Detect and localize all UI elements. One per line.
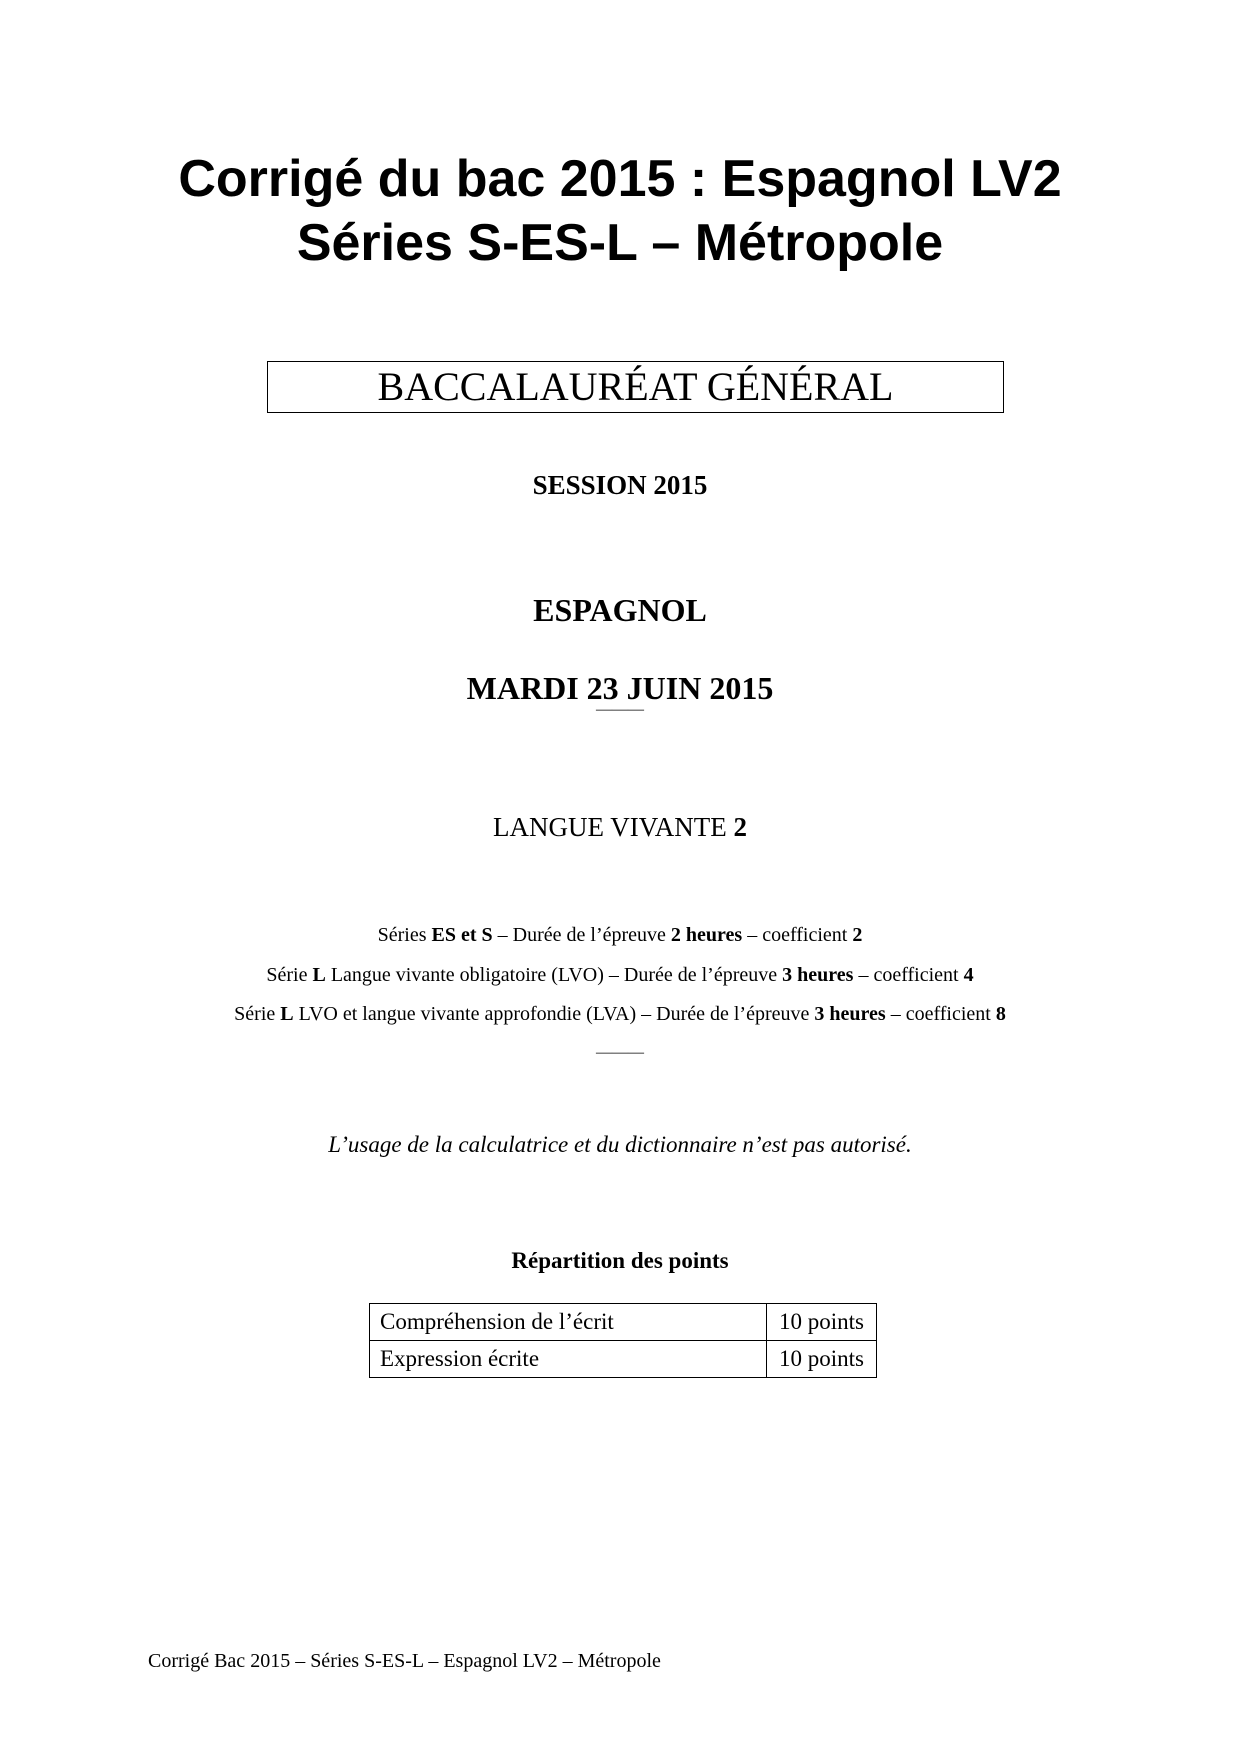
- bac-label-box: BACCALAURÉAT GÉNÉRAL: [267, 361, 1004, 413]
- language-level: [0, 810, 1240, 844]
- series-text: – coefficient: [885, 1003, 996, 1025]
- separator-line-2: ———: [596, 1044, 644, 1061]
- series-coefficient: 8: [995, 1003, 1006, 1025]
- points-label: Expression écrite: [370, 1341, 767, 1378]
- separator-line: ———: [596, 701, 644, 718]
- points-table: [369, 1303, 877, 1378]
- series-text: – coefficient: [853, 964, 964, 986]
- table-row: [370, 1341, 877, 1378]
- page-footer: Corrigé Bac 2015 – Séries S-ES-L – Espagnol LV2 – Métropole: [148, 1650, 661, 1672]
- exam-date: MARDI 23 JUIN 2015: [466, 670, 774, 706]
- points-label: Compréhension de l’écrit: [370, 1304, 767, 1341]
- series-bold: L: [280, 1003, 294, 1025]
- series-text: Série: [266, 964, 313, 986]
- points-title: Répartition des points: [511, 1248, 729, 1273]
- series-text: Langue vivante obligatoire (LVO) – Durée de l’épreuve: [325, 964, 783, 986]
- series-text: Série: [234, 1003, 281, 1025]
- series-line-es-s: [0, 922, 1240, 948]
- series-text: – coefficient: [742, 924, 853, 946]
- series-line-l-lvo: [0, 962, 1240, 988]
- series-coefficient: 4: [963, 964, 974, 986]
- title-line-1: Corrigé du bac 2015 : Espagnol LV2: [178, 150, 1062, 208]
- series-duration: 3 heures: [782, 964, 854, 986]
- language-level-number: 2: [733, 812, 747, 842]
- session-label: SESSION 2015: [532, 470, 708, 500]
- title-line-2: Séries S-ES-L – Métropole: [296, 214, 944, 272]
- table-row: [370, 1304, 877, 1341]
- subject-label: ESPAGNOL: [533, 592, 707, 628]
- series-bold: L: [312, 964, 326, 986]
- series-duration: 3 heures: [814, 1003, 886, 1025]
- page-title: [0, 147, 1240, 275]
- series-coefficient: 2: [852, 924, 863, 946]
- points-value: 10 points: [767, 1304, 877, 1341]
- series-line-l-lva: [0, 1001, 1240, 1027]
- series-bold: ES et S: [431, 924, 493, 946]
- series-text: LVO et langue vivante approfondie (LVA) – Durée de l’épreuve: [293, 1003, 815, 1025]
- language-level-prefix: LANGUE VIVANTE: [493, 812, 734, 842]
- points-value: 10 points: [767, 1341, 877, 1378]
- series-text: Séries: [377, 924, 432, 946]
- series-duration: 2 heures: [670, 924, 743, 946]
- calculator-notice: L’usage de la calculatrice et du dictionnaire n’est pas autorisé.: [328, 1132, 912, 1157]
- series-text: – Durée de l’épreuve: [492, 924, 671, 946]
